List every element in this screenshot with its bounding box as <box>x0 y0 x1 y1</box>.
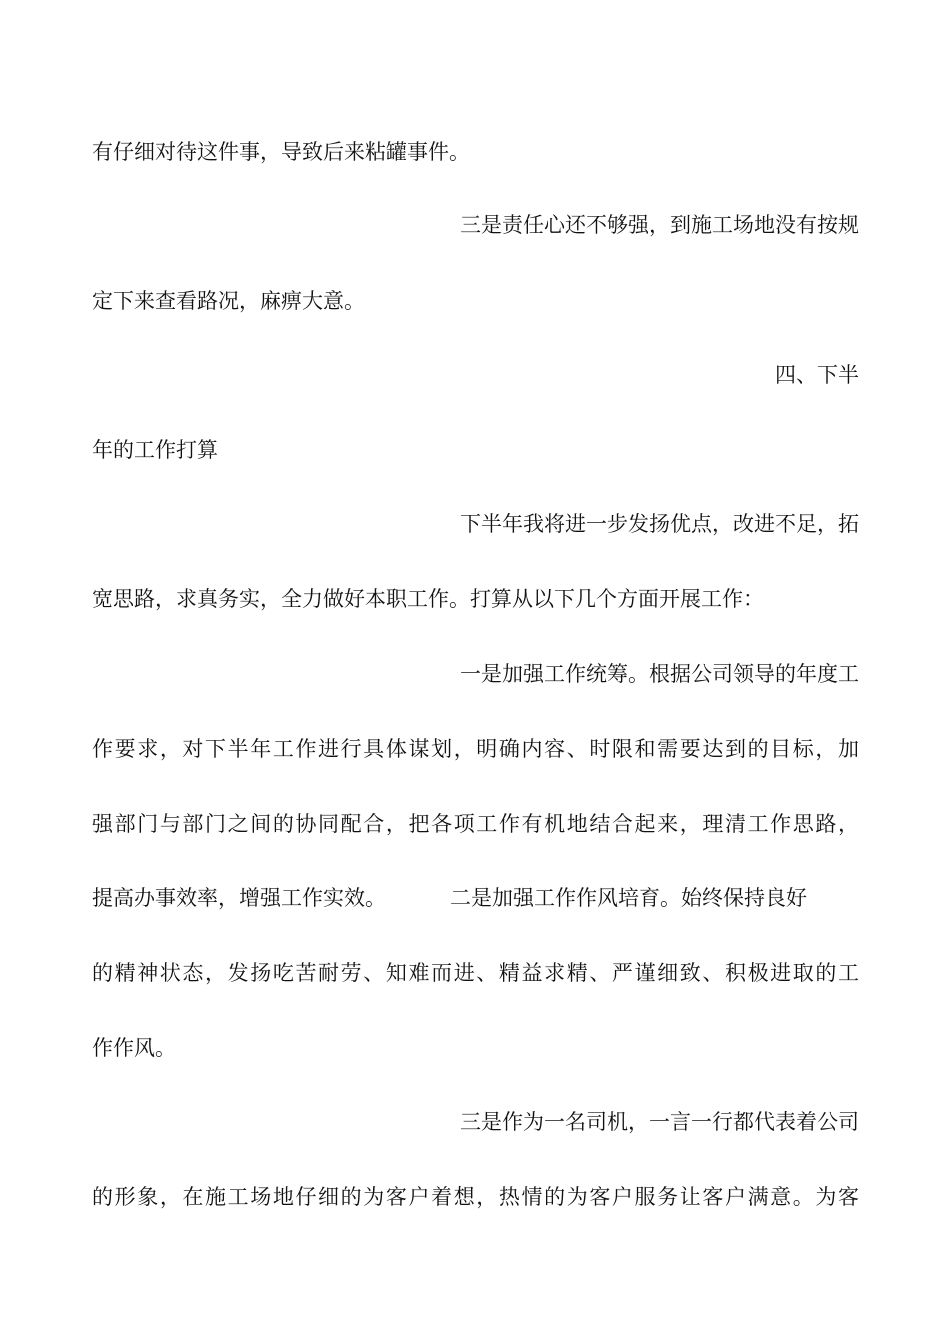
text-line-9: 作要求，对下半年工作进行具体谋划，明确内容、时限和需要达到的目标，加 <box>92 737 859 761</box>
text-line-14: 三是作为一名司机，一言一行都代表着公司 <box>460 1110 859 1134</box>
text-line-12: 的精神状态，发扬吃苦耐劳、知难而进、精益求精、严谨细致、积极进取的工 <box>92 961 859 985</box>
text-line-15: 的形象，在施工场地仔细的为客户着想，热情的为客户服务让客户满意。为客 <box>92 1185 859 1209</box>
text-line-2: 三是责任心还不够强，到施工场地没有按规 <box>460 213 859 237</box>
text-line-11 <box>92 884 859 912</box>
text-line-10: 强部门与部门之间的协同配合，把各项工作有机地结合起来，理清工作思路， <box>92 812 859 836</box>
text-line-7: 宽思路，求真务实，全力做好本职工作。打算从以下几个方面开展工作： <box>92 587 764 611</box>
section-heading-part-1: 四、下半 <box>775 363 859 387</box>
text-line-8: 一是加强工作统筹。根据公司领导的年度工 <box>460 662 859 686</box>
text-line-1: 有仔细对待这件事，导致后来粘罐事件。 <box>92 140 470 164</box>
text-line-13: 作作风。 <box>92 1036 176 1060</box>
text-line-6: 下半年我将进一步发扬优点，改进不足，拓 <box>460 512 859 536</box>
text-line-11-part-b: 二是加强工作作风培育。始终保持良好 <box>450 886 807 910</box>
text-line-3: 定下来查看路况，麻痹大意。 <box>92 289 365 313</box>
text-line-11-part-a: 提高办事效率，增强工作实效。 <box>92 886 386 910</box>
section-heading-part-2: 年的工作打算 <box>92 438 218 462</box>
